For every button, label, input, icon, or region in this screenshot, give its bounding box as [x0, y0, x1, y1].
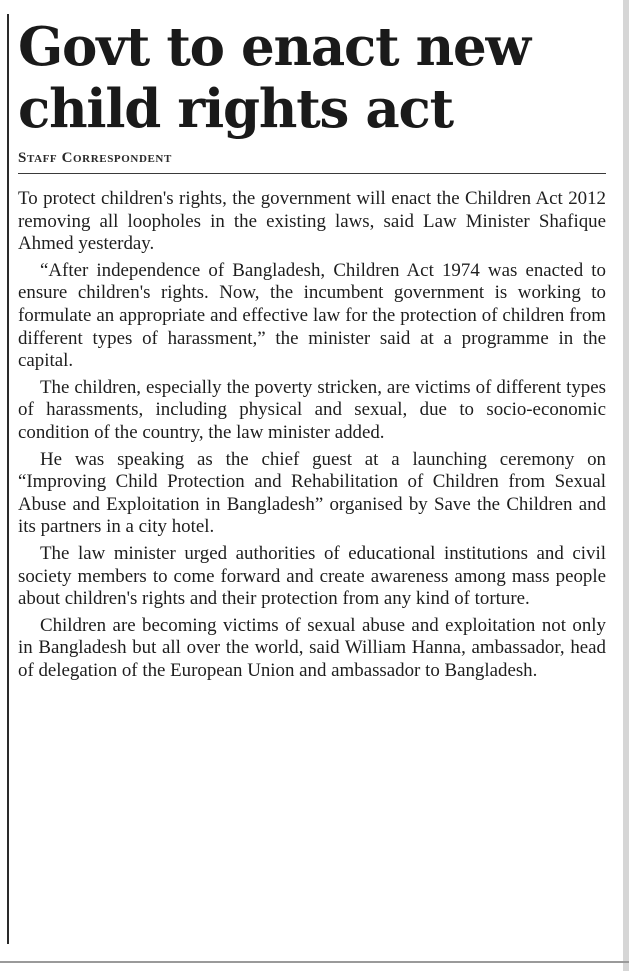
headline [18, 16, 606, 140]
byline: Staff Correspondent [18, 150, 606, 174]
headline-line-2: child rights act [18, 78, 453, 140]
paragraph-1: To protect children's rights, the government will enact the Children Act 2012 removing all loopholes in the existing laws, said Law Minister Shafique Ahmed yesterday. [18, 188, 606, 255]
column-rule-bottom [0, 961, 629, 963]
headline-line-1: Govt to enact new [18, 16, 530, 78]
news-article [18, 16, 606, 686]
paragraph-3: The children, especially the poverty stricken, are victims of different types of harassments, including physical and sexual, due to socio-economic condition of the country, the law minister added. [18, 376, 606, 443]
page-edge-right [623, 0, 629, 971]
paragraph-4: He was speaking as the chief guest at a launching ceremony on “Improving Child Protection and Rehabilitation of Children from Sexual Abuse and Exploitation in Bangladesh” organised by Save the Children and its partners in a city hotel. [18, 448, 606, 538]
paragraph-6: Children are becoming victims of sexual abuse and exploitation not only in Bangladesh but all over the world, said William Hanna, ambassador, head of delegation of the European Union and ambassador to Bangladesh. [18, 614, 606, 681]
column-rule-left [7, 14, 9, 944]
article-body [18, 188, 606, 682]
paragraph-5: The law minister urged authorities of educational institutions and civil society members to come forward and create awareness among mass people about children's rights and their protection from any kind of torture. [18, 542, 606, 610]
paragraph-2: “After independence of Bangladesh, Children Act 1974 was enacted to ensure children's rights. Now, the incumbent government is working to formulate an appropriate and effective law for the protection of children from different types of harassment,” the minister said at a programme in the capital. [18, 259, 606, 372]
